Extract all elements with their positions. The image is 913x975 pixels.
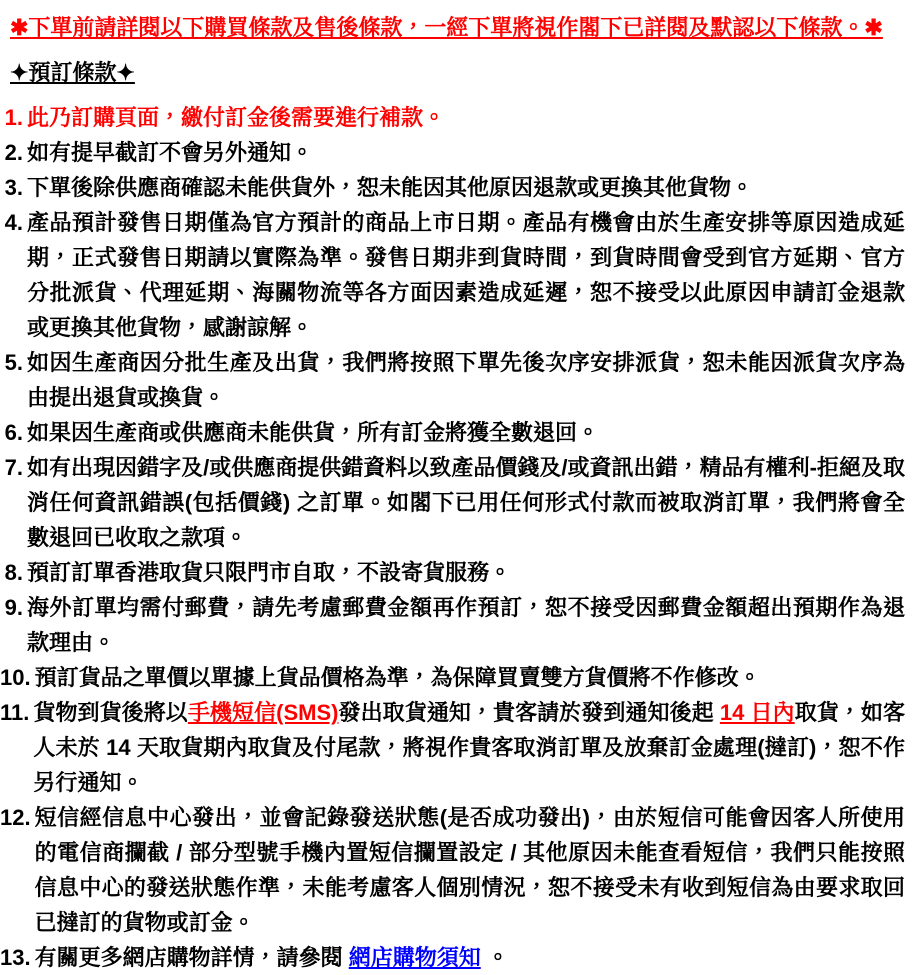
term-item-8 [0,555,905,590]
term-number: 7. [4,455,23,480]
section-title-preorder-terms: ✦預訂條款✦ [10,60,135,85]
term-item-7 [0,450,905,555]
term-item-11 [0,695,905,800]
store-shopping-guide-link[interactable]: 網店購物須知 [348,945,481,970]
term-segment: 有關更多網店購物詳情，請參閱 [34,945,349,970]
term-item-5 [0,345,905,415]
term-segment: 貨物到貨後將以 [33,700,188,725]
term-segment: 下單後除供應商確認未能供貨外，恕未能因其他原因退款或更換其他貨物。 [27,175,754,200]
pickup-deadline-highlight: 14 日內 [719,700,795,725]
term-segment: 預訂訂單香港取貨只限門市自取，不設寄貨服務。 [27,560,512,585]
terms-list [0,100,905,975]
term-item-2 [0,135,905,170]
term-segment: 預訂貨品之單價以單據上貨品價格為準，為保障買賣雙方貨價將不作修改。 [34,665,761,690]
term-text [35,940,905,975]
term-item-10 [0,660,905,695]
term-segment: 產品預計發售日期僅為官方預計的商品上市日期。產品有機會由於生產安排等原因造成延期，正式發售日期請以實際為準。發售日期非到貨時間，到貨時間會受到官方延期、官方分批派貨、代理延期、海關物流等各方面因素造成延遲，恕不接受以此原因申請訂金退款或更換其他貨物，感謝諒解。 [27,210,905,340]
term-text [27,100,905,135]
term-text [27,450,905,555]
term-number: 5. [4,350,23,375]
notice-banner: ✱下單前請詳閱以下購買條款及售後條款，一經下單將視作閣下已詳閱及默認以下條款。✱ [10,15,883,40]
term-number: 1. [4,105,23,130]
term-segment: 如因生產商因分批生產及出貨，我們將按照下單先後次序安排派貨，恕未能因派貨次序為由提出退貨或換貨。 [27,350,905,410]
term-text [27,590,905,660]
term-number: 4. [4,210,23,235]
term-number: 13. [0,945,31,970]
term-text [35,660,905,695]
term-segment: 如有出現因錯字及/或供應商提供錯資料以致產品價錢及/或資訊出錯，精品有權利-拒絕及取消任何資訊錯誤(包括價錢) 之訂單。如閣下已用任何形式付款而被取消訂單，我們將會全數退回已收取之款項。 [27,455,905,550]
term-item-12 [0,800,905,940]
term-item-13 [0,940,905,975]
term-text [27,205,905,345]
term-item-4 [0,205,905,345]
term-segment: 此乃訂購頁面，繳付訂金後需要進行補款。 [27,105,446,130]
term-number: 2. [4,140,23,165]
term-text [27,415,905,450]
term-segment: 。 [480,945,509,970]
term-item-9 [0,590,905,660]
term-number: 10. [0,665,31,690]
sms-notice-highlight: 手機短信(SMS) [187,700,339,725]
term-text [27,170,905,205]
term-number: 3. [4,175,23,200]
term-number: 6. [4,420,23,445]
term-text [35,800,905,940]
term-text [27,345,905,415]
term-segment: 如有提早截訂不會另外通知。 [27,140,314,165]
term-segment: 發出取貨通知，貴客請於發到通知後起 [338,700,720,725]
term-item-3 [0,170,905,205]
term-number: 8. [4,560,23,585]
term-text [33,695,905,800]
term-number: 11. [0,700,30,725]
term-item-6 [0,415,905,450]
term-segment: 海外訂單均需付郵費，請先考慮郵費金額再作預訂，恕不接受因郵費金額超出預期作為退款理由。 [27,595,905,655]
term-number: 12. [0,805,31,830]
term-item-1 [0,100,905,135]
term-text [27,555,905,590]
term-segment: 如果因生產商或供應商未能供貨，所有訂金將獲全數退回。 [27,420,600,445]
term-segment: 短信經信息中心發出，並會記錄發送狀態(是否成功發出)，由於短信可能會因客人所使用的電信商攔截 / 部分型號手機內置短信攔置設定 / 其他原因未能查看短信，我們只能按照信息中心的發送狀態作準，未能考慮客人個別情況，恕不接受未有收到短信為由要求取回已撻訂的貨物或訂金。 [34,805,905,935]
term-number: 9. [4,595,23,620]
term-segment: 取貨，如客人未於 14 天取貨期內取貨及付尾款，將視作貴客取消訂單及放棄訂金處理(撻訂)，恕不作另行通知。 [33,700,905,795]
term-text [27,135,905,170]
